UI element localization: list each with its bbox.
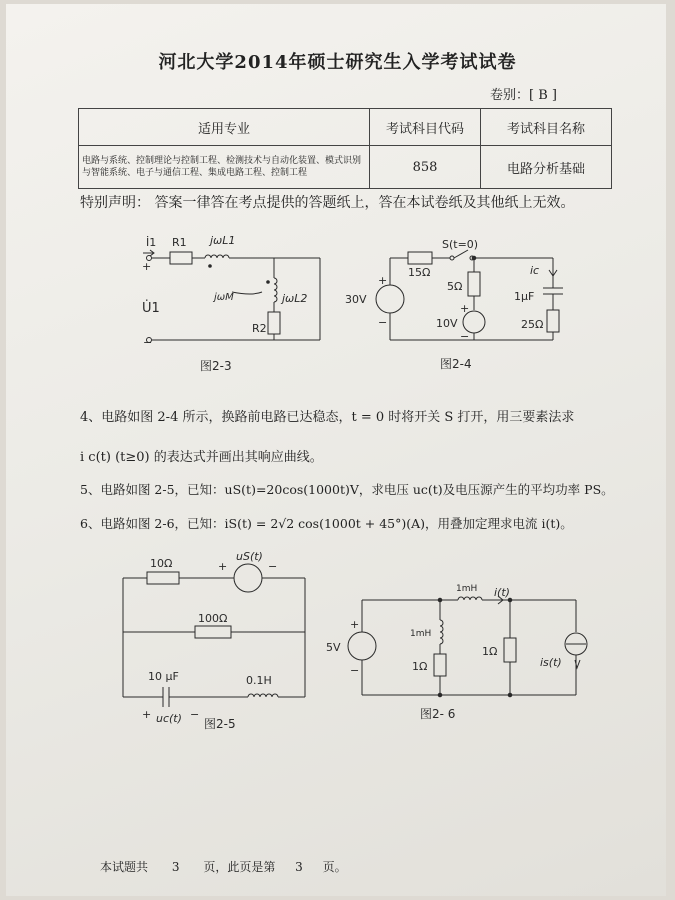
question-4-line2: i c(t) (t≥0) 的表达式并画出其响应曲线。	[80, 450, 323, 465]
header-subject-code: 考试科目代码	[370, 109, 481, 146]
footer-total-pages: 3	[171, 860, 180, 874]
fig25-us-plus: +	[218, 560, 228, 573]
fig26-l2-label: 1mH	[410, 629, 432, 639]
fig25-us-minus: −	[268, 560, 278, 573]
fig24-src-minus: −	[378, 316, 388, 329]
fig23-u1-label: U̇1	[142, 301, 160, 316]
fig23-minus: −	[143, 336, 153, 349]
fig23-r2-label: R2	[252, 322, 267, 335]
figure-2-6	[348, 596, 587, 697]
fig24-v10-label: 10V	[436, 317, 458, 330]
fig26-r1a-label: 1Ω	[412, 660, 428, 673]
fig23-caption: 图2-3	[200, 359, 232, 373]
fig24-r15-label: 15Ω	[408, 266, 431, 279]
fig24-ic-label: ic	[530, 264, 540, 277]
fig24-v10-minus: −	[460, 330, 470, 343]
question-6: 6、电路如图 2-6，已知：iS(t) = 2√2 cos(1000t + 45°)(A)，用叠加定理求电流 i(t)。	[80, 516, 573, 531]
majors-cell: 电路与系统、控制理论与控制工程、检测技术与自动化装置、模式识别与智能系统、电子与通信工程、集成电路工程、控制工程	[79, 146, 370, 189]
fig26-it-label: i(t)	[494, 586, 510, 599]
question-4-line1: 4、电路如图 2-4 所示，换路前电路已达稳态，t = 0 时将开关 S 打开，用三要素法求	[80, 410, 575, 425]
fig25-r100-label: 100Ω	[198, 612, 228, 625]
fig23-jwl1-label: jωL1	[210, 234, 236, 247]
fig24-switch-label: S(t=0)	[442, 238, 479, 251]
fig23-r1-label: R1	[172, 236, 187, 249]
footer-text-3: 页。	[322, 860, 347, 874]
fig23-plus: +	[142, 260, 152, 273]
fig23-i1-label: İ1	[146, 236, 157, 249]
fig24-v10-plus: +	[460, 302, 470, 315]
fig26-r1b-label: 1Ω	[482, 645, 498, 658]
header-subject-name: 考试科目名称	[481, 109, 612, 146]
footer-current-page: 3	[295, 860, 303, 874]
footer-text-1: 本试题共	[100, 860, 149, 874]
fig25-us-label: uS(t)	[236, 550, 263, 563]
figure-2-5	[123, 564, 305, 707]
fig26-src-plus: +	[350, 618, 360, 631]
fig23-jwm-label: jωM	[214, 292, 234, 303]
fig24-src-plus: +	[378, 274, 388, 287]
fig24-caption: 图2-4	[440, 357, 472, 371]
fig24-r5-label: 5Ω	[447, 280, 463, 293]
special-notice: 特别声明： 答案一律答在考点提供的答题纸上，答在本试卷纸及其他纸上无效。	[80, 195, 575, 211]
fig25-uc-minus: −	[190, 708, 200, 721]
fig26-l1-label: 1mH	[456, 584, 478, 594]
fig25-caption: 图2-5	[204, 717, 236, 731]
fig26-caption: 图2- 6	[420, 707, 456, 721]
exam-title: 河北大学2014年硕士研究生入学考试试卷	[158, 52, 517, 73]
page-footer	[100, 858, 347, 875]
fig24-v30-label: 30V	[345, 293, 367, 306]
fig25-l-label: 0.1H	[246, 674, 272, 687]
paper-version-label: 卷别：[ B ]	[490, 88, 557, 103]
fig25-c-label: 10 μF	[148, 670, 179, 683]
fig26-is-label: is(t)	[540, 656, 562, 669]
header-major: 适用专业	[79, 109, 370, 146]
fig26-v5-label: 5V	[326, 641, 341, 654]
fig24-c-label: 1μF	[514, 290, 535, 303]
fig25-uc-plus: +	[142, 708, 152, 721]
subject-code-cell: 858	[370, 146, 481, 189]
subject-name-cell: 电路分析基础	[481, 146, 612, 189]
fig24-r25-label: 25Ω	[521, 318, 544, 331]
question-5: 5、电路如图 2-5，已知：uS(t)=20cos(1000t)V，求电压 uc(t)及电压源产生的平均功率 PS。	[80, 482, 614, 497]
fig25-r10-label: 10Ω	[150, 557, 173, 570]
footer-text-2: 页，此页是第	[203, 860, 276, 874]
fig26-src-minus: −	[350, 664, 360, 677]
fig23-jwl2-label: jωL2	[282, 292, 308, 305]
fig25-uc-label: uc(t)	[156, 712, 182, 725]
